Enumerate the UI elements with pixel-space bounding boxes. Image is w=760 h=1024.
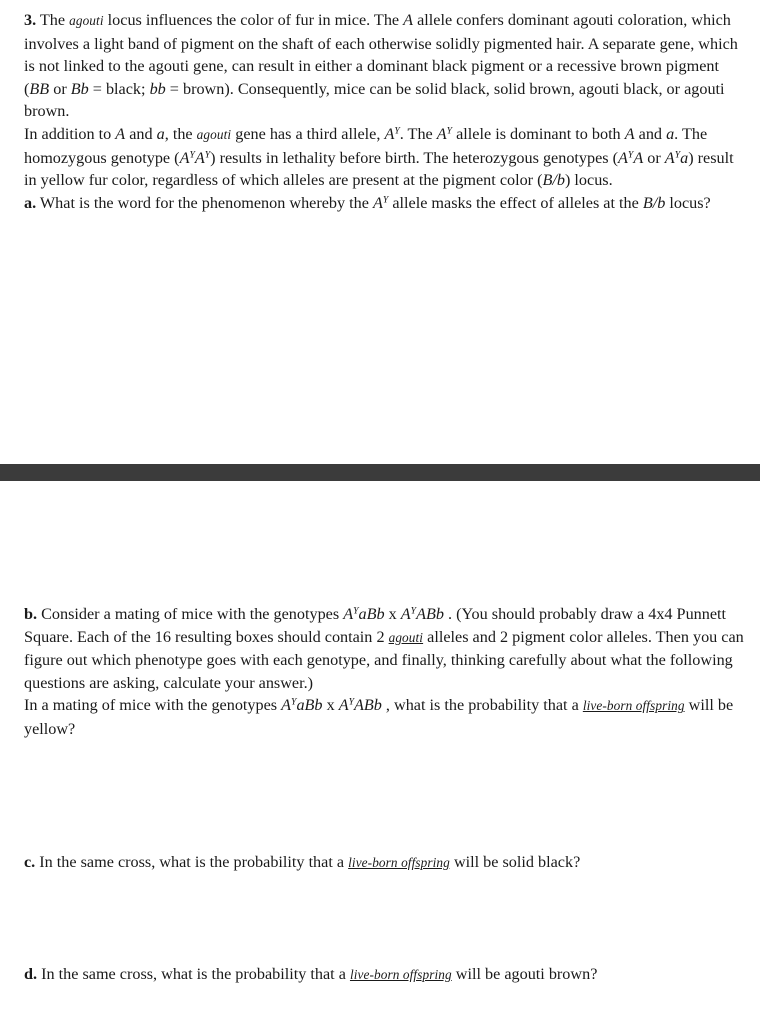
superscript-Y: Y (353, 605, 359, 617)
text: . The homozygous genotype ( (24, 124, 708, 167)
text: . The (399, 124, 437, 143)
allele-rest: aBb (296, 696, 323, 715)
text: gene has a third allele, (231, 124, 385, 143)
genotype-AYa (665, 149, 688, 167)
text: locus influences the color of fur in mice. The (103, 11, 404, 29)
live-born-offspring-term: live-born offspring (348, 855, 450, 870)
allele-letter: A (436, 124, 447, 143)
text: = black; (88, 79, 150, 98)
locus-Bb: B/b (642, 193, 666, 212)
allele-letter: A (179, 148, 190, 167)
allele-AY (437, 125, 452, 143)
genotype-1 (281, 696, 322, 714)
allele-AY (384, 125, 399, 143)
text: In addition to (24, 124, 116, 143)
genotype-1 (343, 605, 384, 623)
allele-letter: A (384, 124, 395, 143)
allele-AY (373, 194, 388, 212)
question-3b-paragraph-2 (24, 694, 746, 740)
text: = brown). Consequently, mice can be solid black, solid brown, agouti black, or agouti brown. (24, 79, 725, 121)
text: or (49, 79, 71, 98)
text: allele masks the effect of alleles at the (388, 193, 643, 212)
question-3-number: 3. (24, 11, 37, 29)
text: locus? (665, 193, 711, 212)
part-d-label: d. (24, 965, 38, 983)
live-born-offspring-term: live-born offspring (349, 967, 452, 982)
section-divider (0, 464, 760, 481)
question-3b (24, 603, 746, 741)
text: In a mating of mice with the genotypes (24, 696, 282, 715)
part-b-label: b. (24, 605, 38, 623)
allele-a: a (666, 124, 675, 143)
agouti-term: agouti (388, 629, 424, 645)
superscript-Y: Y (394, 125, 400, 137)
locus-Bb: B/b (542, 171, 565, 190)
text: In the same cross, what is the probability that a (35, 853, 349, 871)
question-3a (24, 192, 746, 215)
allele-letter: a (680, 148, 689, 167)
text: or (643, 148, 665, 167)
question-3b-paragraph-1 (24, 603, 746, 694)
text: , what is the probability that a (381, 696, 583, 715)
text: ) locus. (565, 171, 613, 190)
text: Consider a mating of mice with the genotypes (37, 605, 344, 623)
question-3-paragraph-1 (24, 9, 746, 123)
live-born-offspring-term: live-born offspring (582, 698, 685, 714)
text: allele is dominant to both (452, 124, 625, 143)
cross-symbol: x (384, 605, 401, 623)
allele-A: A (115, 124, 126, 143)
part-a-label: a. (24, 193, 37, 212)
superscript-Y: Y (189, 149, 195, 161)
part-c-label: c. (24, 853, 36, 871)
superscript-Y: Y (627, 149, 634, 161)
superscript-Y: Y (382, 194, 389, 206)
text: will be solid black? (449, 853, 581, 871)
genotype-AYAY (180, 149, 211, 167)
allele-rest: aBb (358, 605, 385, 623)
text: The (36, 11, 70, 29)
cross-symbol: x (322, 696, 339, 715)
superscript-Y: Y (291, 697, 297, 709)
text: . (You should probably draw a 4x4 Punnett Square. Each of the 16 resulting boxes should contain 2 (24, 605, 727, 646)
genotype-2 (339, 696, 382, 714)
allele-letter: A (281, 696, 292, 715)
genotype-BB: BB (29, 79, 50, 98)
allele-A: A (403, 11, 414, 29)
superscript-Y: Y (348, 697, 354, 709)
question-3 (24, 9, 746, 214)
superscript-Y: Y (674, 149, 681, 161)
text: , the (164, 124, 197, 143)
text: ) results in lethality before birth. The heterozygous genotypes ( (210, 148, 619, 167)
text: and (634, 124, 667, 143)
allele-rest: ABb (354, 696, 382, 715)
superscript-Y: Y (204, 149, 211, 161)
allele-letter: A (373, 193, 383, 212)
allele-rest: ABb (416, 605, 444, 623)
genotype-bb: bb (149, 79, 166, 98)
allele-A: A (624, 124, 635, 143)
allele-letter: A (194, 148, 205, 167)
superscript-Y: Y (410, 605, 417, 617)
allele-letter: A (400, 605, 411, 623)
text: alleles and 2 pigment color alleles. Then you can figure out which phenotype goes with each genotype, and finally, thinking carefully about what the following questions are asking, calculate your answer.) (24, 627, 744, 692)
allele-a: a (156, 124, 165, 143)
question-3d (24, 963, 746, 987)
text: will be yellow? (24, 696, 734, 738)
superscript-Y: Y (446, 125, 453, 137)
text: will be agouti brown? (451, 965, 598, 983)
text: What is the word for the phenomenon whereby the (36, 193, 373, 212)
genotype-2 (401, 605, 444, 623)
allele-letter: A (664, 148, 675, 167)
text: In the same cross, what is the probability that a (37, 965, 350, 983)
agouti-term: agouti (69, 13, 104, 28)
text: and (125, 124, 157, 143)
genotype-AYA (618, 149, 643, 167)
text: ) result in yellow fur color, regardless of which alleles are present at the pigment color ( (24, 148, 734, 190)
allele-letter: A (343, 605, 354, 623)
question-3c (24, 851, 746, 875)
text: allele confers dominant agouti coloration, which involves a light band of pigment on the shaft of each otherwise solidly pigmented hair. A separate gene, which is not linked to the agouti gene, can result in either a dominant black pigment or a recessive brown pigment ( (24, 11, 738, 98)
allele-letter: A (338, 696, 349, 715)
allele-letter: A (618, 148, 628, 167)
agouti-term: agouti (196, 126, 232, 142)
question-3d-text (24, 963, 746, 987)
question-3-paragraph-2 (24, 123, 746, 192)
genotype-Bb: Bb (70, 79, 89, 98)
allele-letter: A (633, 148, 644, 167)
question-3c-text (24, 851, 746, 875)
